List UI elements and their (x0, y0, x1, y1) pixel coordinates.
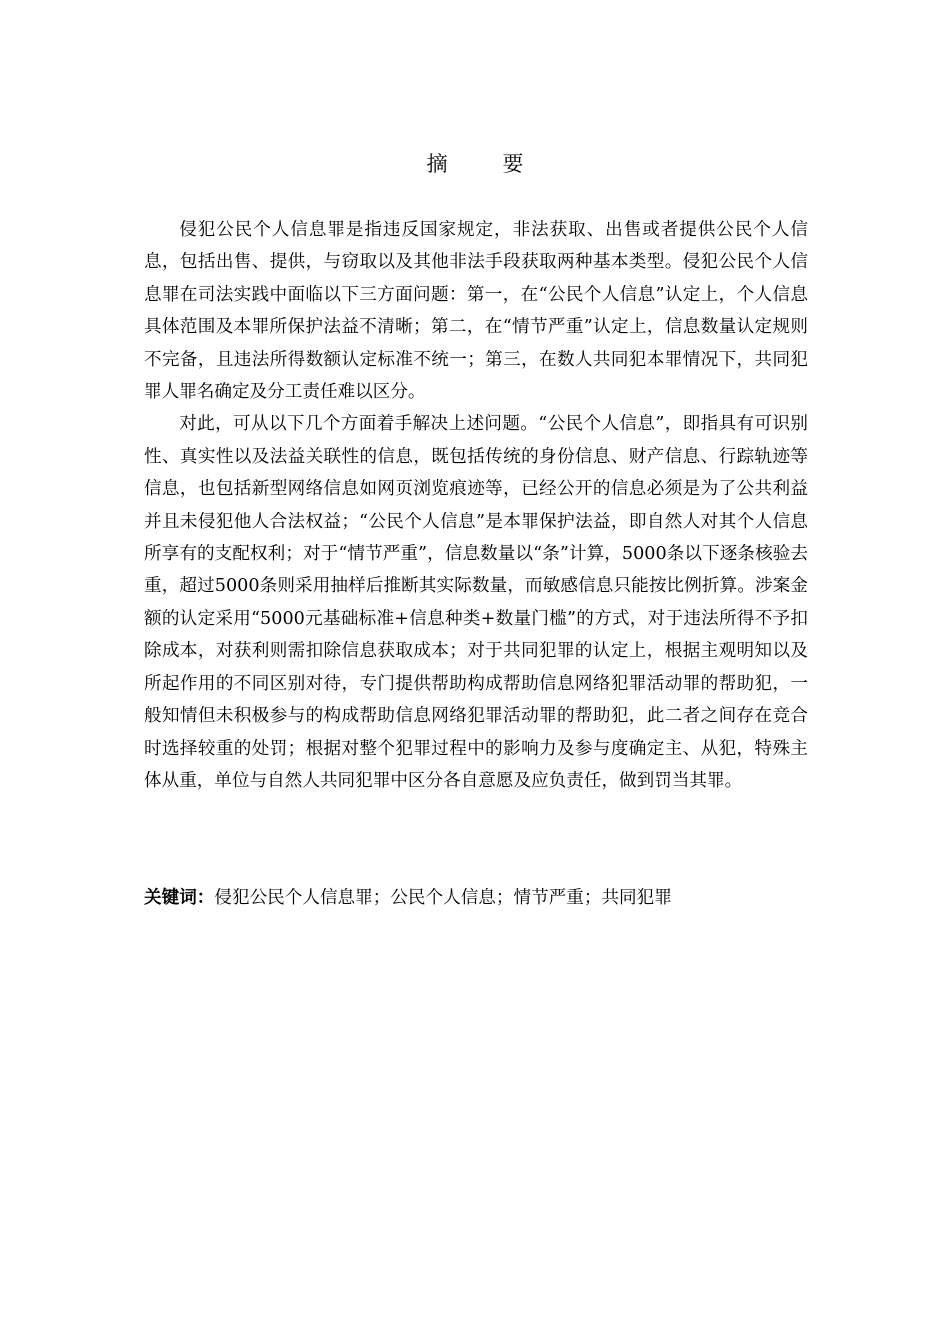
abstract-paragraph-2: 对此，可从以下几个方面着手解决上述问题。“公民个人信息”，即指具有可识别性、真实性以及法益关联性的信息，既包括传统的身份信息、财产信息、行踪轨迹等信息，也包括新型网络信息如网页浏览痕迹等，已经公开的信息必须是为了公共利益并且未侵犯他人合法权益；“公民个人信息”是本罪保护法益，即自然人对其个人信息所享有的支配权利；对于“情节严重”，信息数量以“条”计算，5000条以下逐条核验去重，超过5000条则采用抽样后推断其实际数量，而敏感信息只能按比例折算。涉案金额的认定采用“5000元基础标准+信息种类+数量门槛”的方式，对于违法所得不予扣除成本，对获利则需扣除信息获取成本；对于共同犯罪的认定上，根据主观明知以及所起作用的不同区别对待，专门提供帮助构成帮助信息网络犯罪活动罪的帮助犯，一般知情但未积极参与的构成帮助信息网络犯罪活动罪的帮助犯，此二者之间存在竞合时选择较重的处罚；根据对整个犯罪过程中的影响力及参与度确定主、从犯，特殊主体从重，单位与自然人共同犯罪中区分各自意愿及应负责任，做到罚当其罪。 (144, 414, 808, 791)
keywords-line (144, 882, 808, 914)
keywords-text: 侵犯公民个人信息罪；公民个人信息；情节严重；共同犯罪 (214, 888, 672, 908)
keywords-label: 关键词： (144, 887, 215, 908)
abstract-body (144, 214, 808, 797)
page-title: 摘 要 (426, 152, 548, 176)
abstract-paragraph-1: 侵犯公民个人信息罪是指违反国家规定，非法获取、出售或者提供公民个人信息，包括出售、提供，与窃取以及其他非法手段获取两种基本类型。侵犯公民个人信息罪在司法实践中面临以下三方面问题：第一，在“公民个人信息”认定上，个人信息具体范围及本罪所保护法益不清晰；第二，在“情节严重”认定上，信息数量认定规则不完备，且违法所得数额认定标准不统一；第三，在数人共同犯本罪情况下，共同犯罪人罪名确定及分工责任难以区分。 (144, 220, 808, 403)
